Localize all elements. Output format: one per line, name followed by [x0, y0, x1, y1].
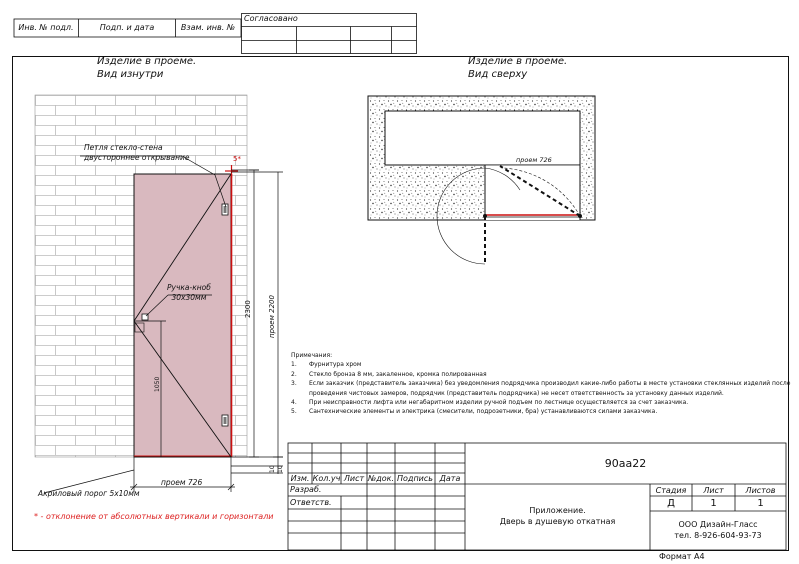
stadia-value: Д	[667, 498, 675, 509]
note-item	[291, 379, 791, 398]
vzam-inv-label: Взам. инв. №	[180, 23, 236, 32]
inside-view-title-line2: Вид изнутри	[97, 69, 164, 80]
note-text: Стекло бронза 8 мм, закаленное, кромка полированная	[309, 370, 487, 378]
dim-opening-726: проем 726	[161, 478, 203, 487]
threshold-label: Акриловый порог 5х10мм	[38, 489, 140, 498]
deviation-note: * - отклонение от абсолютных вертикали и горизонтали	[34, 512, 274, 521]
format-label: Формат А4	[659, 552, 705, 561]
listov-value: 1	[757, 498, 764, 509]
listov-label: Листов	[745, 485, 776, 495]
col-podpis: Подпись	[397, 474, 433, 483]
notes-block	[291, 351, 791, 417]
note-number: 4.	[291, 399, 297, 407]
notes-heading: Примечания:	[291, 352, 333, 359]
doc-code: 90aa22	[604, 457, 647, 470]
top-stamp-grid	[14, 14, 417, 54]
col-data: Дата	[439, 474, 461, 483]
doc-title-line2: Дверь в душевую откатная	[499, 516, 616, 526]
note-text: Если заказчик (представитель заказчика) без уведомления подрядчика производил какие-либо работы в месте установки стеклянных изделий после проведения чистовых замеров, подрядчик (представитель подрядчика) не несет ответственность за установку данных изделий.	[309, 380, 791, 397]
hinge-top-icon	[222, 204, 228, 215]
col-list: Лист	[343, 474, 365, 483]
col-izm: Изм.	[290, 474, 310, 483]
dim-10-side: 10	[277, 465, 284, 473]
list-value: 1	[710, 498, 717, 509]
otvetstv-label: Ответств.	[290, 498, 332, 507]
note-number: 3.	[291, 380, 297, 388]
note-number: 1.	[291, 361, 297, 369]
list-label: Лист	[703, 485, 724, 495]
note-item	[291, 370, 791, 379]
note-text: При неисправности лифта или негабаритном изделии ручной подъем по лестнице осуществляется за счет заказчика.	[309, 399, 689, 407]
hinge-bottom-icon	[222, 415, 228, 426]
soglasovano-label: Согласовано	[244, 14, 298, 23]
stadia-label: Стадия	[655, 485, 687, 495]
hinge-callout	[84, 143, 189, 163]
dim-2300: 2300	[244, 300, 252, 318]
handle-callout	[167, 283, 211, 303]
top-view-title-line2: Вид сверху	[468, 69, 528, 80]
top-view-title-line1: Изделие в проеме.	[468, 56, 568, 67]
hinge-callout-line1: Петля стекло-стена	[84, 143, 163, 152]
handle-callout-line2: 30х30мм	[171, 293, 207, 302]
note-item	[291, 407, 791, 416]
dim-opening-2200: проем 2200	[268, 295, 276, 338]
podp-data-label: Подп. и дата	[99, 23, 155, 32]
company-name: ООО Дизайн-Гласс	[678, 519, 758, 529]
note-item	[291, 360, 791, 369]
dim-top-726: проем 726	[516, 156, 552, 164]
note-number: 2.	[291, 370, 297, 378]
col-ndok: №док.	[367, 474, 395, 483]
note-text: Фурнитура хром	[309, 361, 362, 369]
doc-title-line1: Приложение.	[529, 505, 586, 515]
col-kol-uch: Кол.уч	[312, 474, 341, 483]
plan-view	[368, 96, 595, 220]
top-view-title	[468, 55, 567, 81]
dim-1050: 1050	[154, 376, 161, 392]
inside-view-title	[97, 55, 196, 81]
note-item	[291, 398, 791, 407]
dim-10-bottom: 10	[269, 465, 276, 473]
note-text: Сантехнические элементы и электрика (смесители, подрозетники, бра) устанавливаются силами заказчика.	[309, 408, 658, 416]
inv-podl-label: Инв. № подл.	[18, 23, 74, 32]
company-phone: тел. 8-926-604-93-73	[674, 530, 762, 540]
star-mark: 5*	[233, 155, 241, 163]
note-number: 5.	[291, 408, 297, 416]
handle-callout-line1: Ручка-кноб	[167, 283, 211, 292]
glass-door-leaf	[134, 174, 232, 457]
razrab-label: Разраб.	[290, 485, 322, 494]
inside-view-title-line1: Изделие в проеме.	[97, 56, 197, 67]
hinge-callout-line2: двустороннее открывание	[84, 153, 190, 162]
